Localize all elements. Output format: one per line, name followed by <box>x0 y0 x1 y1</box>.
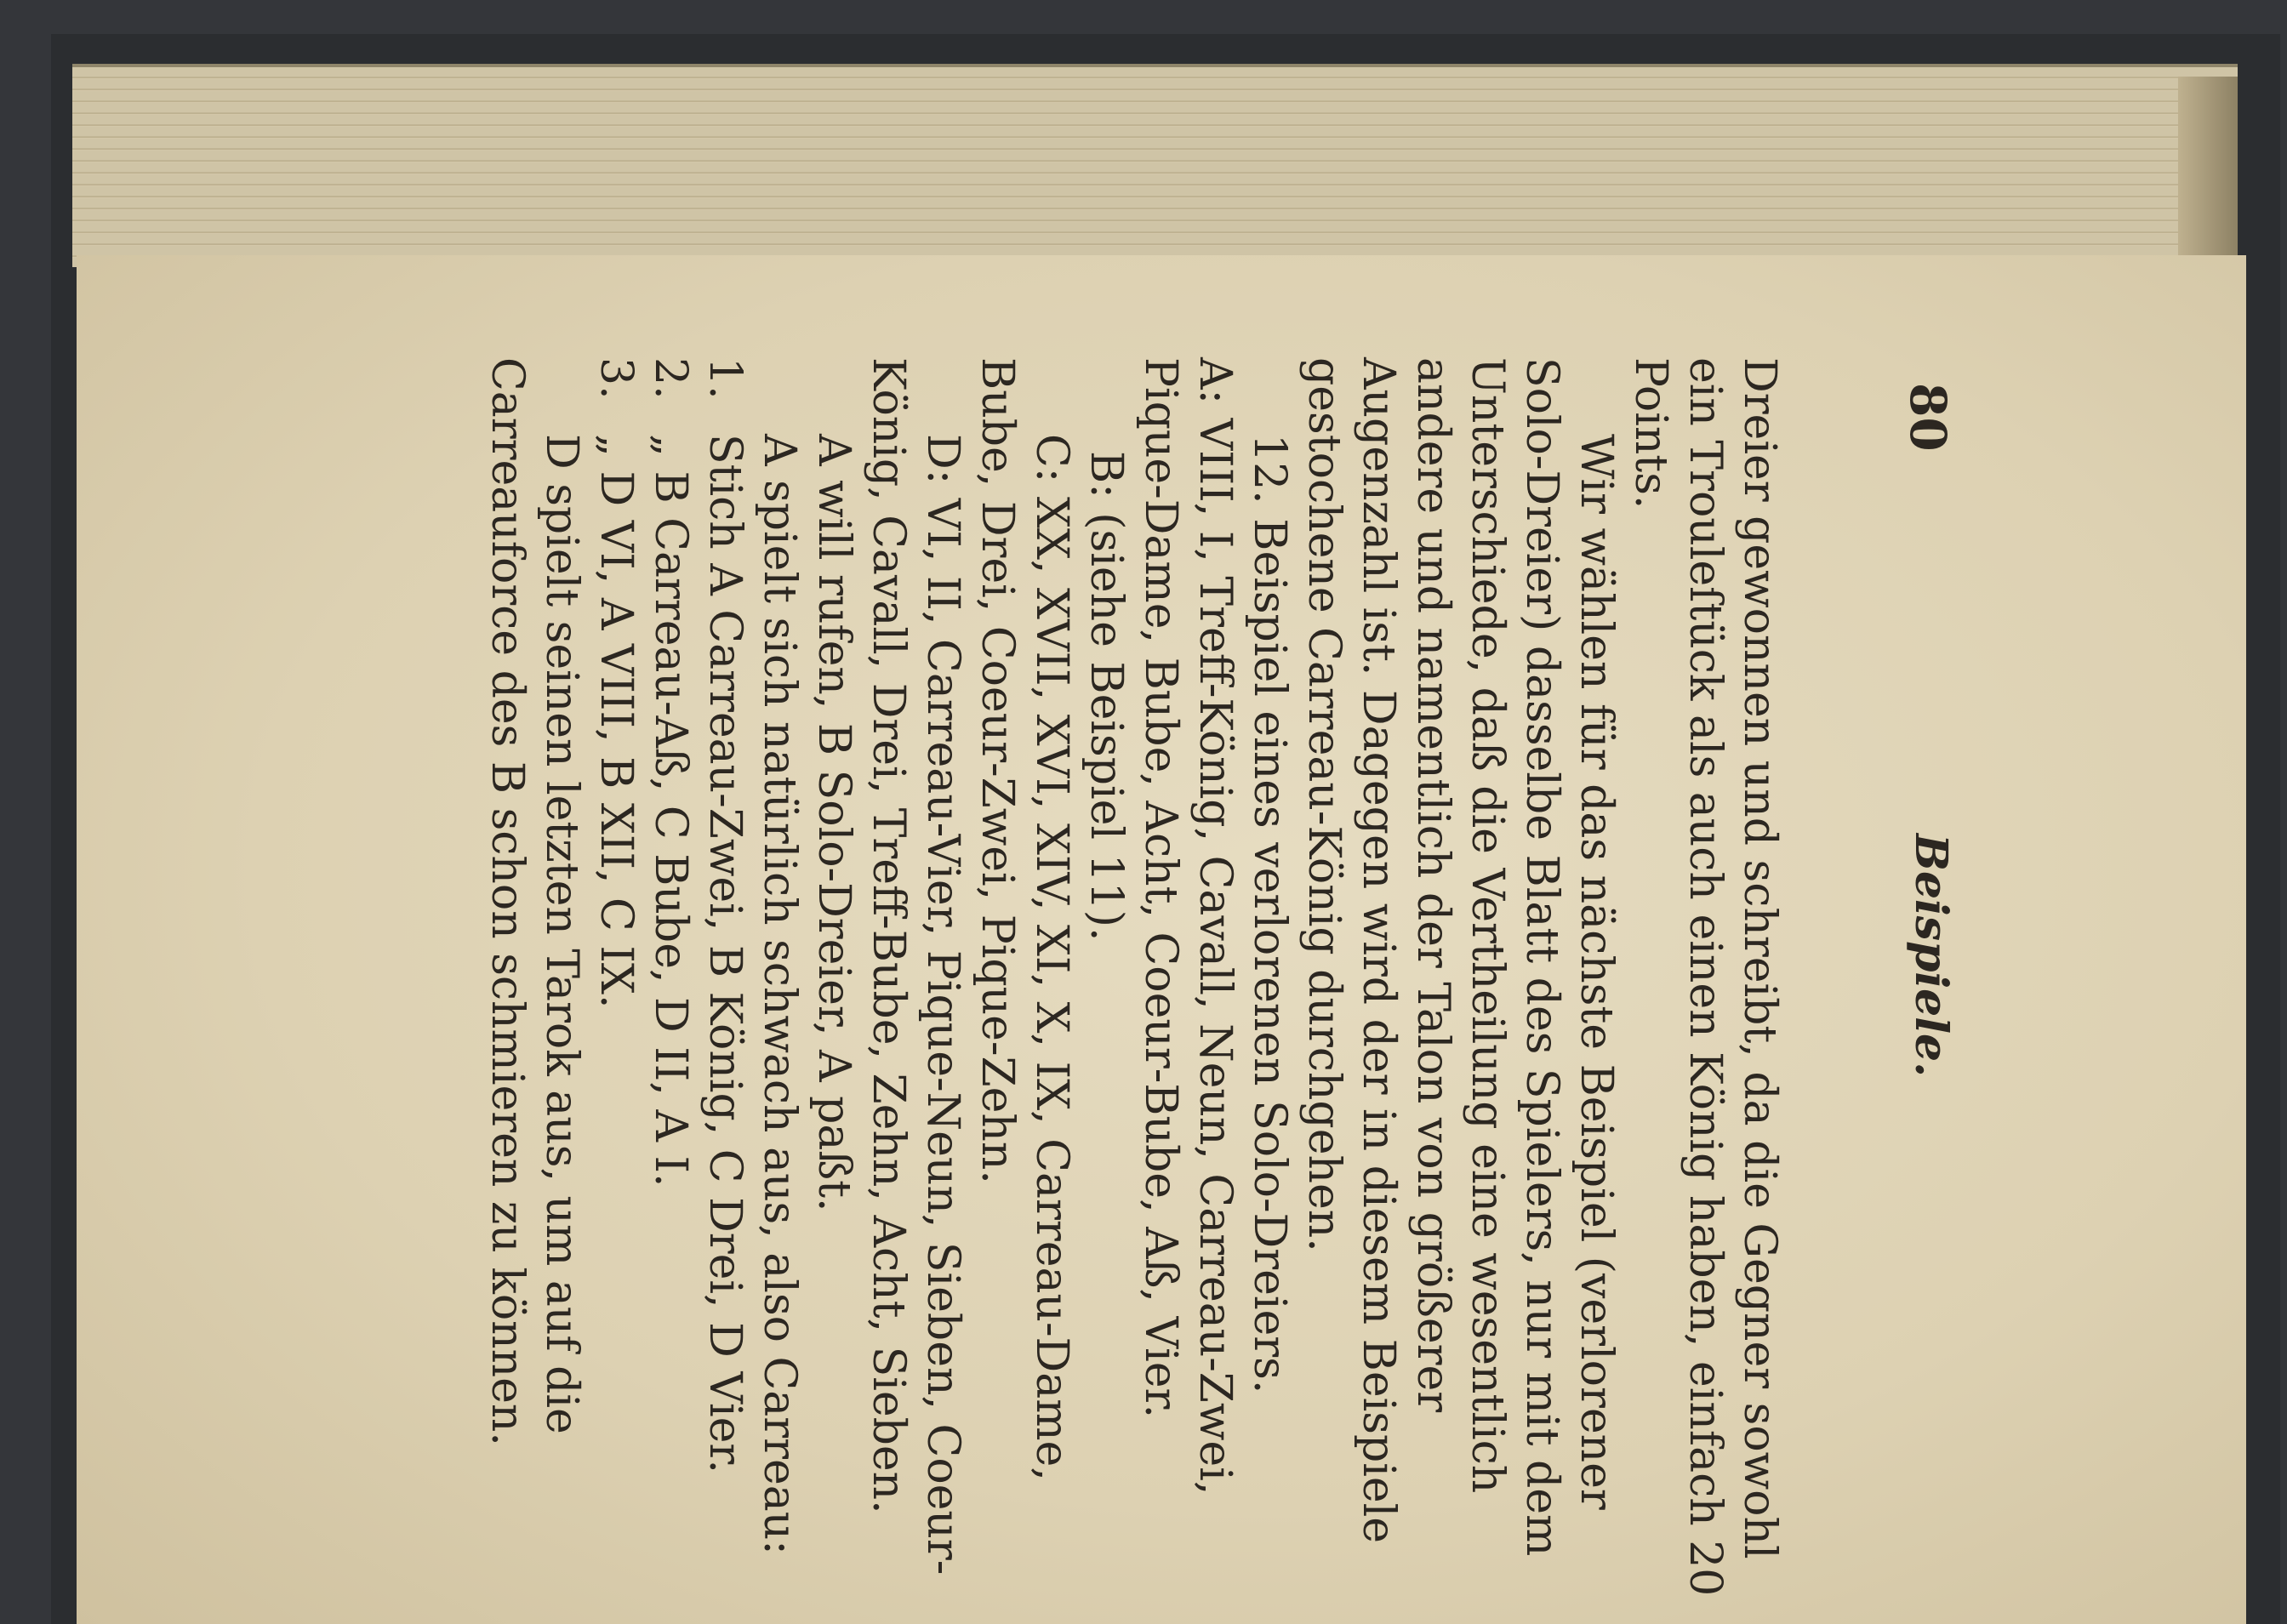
example-heading: 12. Beispiel eines verlorenen Solo-Dreiers. <box>1244 434 1295 1394</box>
move-text: „ B Carreau-Aß, C Bube, D II, A I. <box>645 434 696 1188</box>
hand-a: A: VIII, I, Treff-König, Cavall, Neun, Carreau-Zwei, Pique-Dame, Bube, Acht, Coeur-Bube, Aß, Vier. <box>1135 357 1240 1496</box>
lead-intro: A spielt sich natürlich schwach aus, also Carreau: <box>754 434 805 1555</box>
move-number: 1. <box>699 357 750 400</box>
page-stack-edge <box>72 64 2238 267</box>
move-number: 2. <box>645 357 696 400</box>
page-content <box>255 357 1957 1616</box>
move-text: Stich A Carreau-Zwei, B König, C Drei, D Vier. <box>699 434 750 1474</box>
list-item <box>589 357 643 1616</box>
page-header <box>1880 357 1957 1616</box>
hand-d: D: VI, II, Carreau-Vier, Pique-Neun, Sieben, Coeur-König, Cavall, Drei, Treff-Bube, Zehn, Acht, Sieben. <box>863 357 968 1576</box>
move-list <box>589 357 752 1616</box>
bidding-line: A will rufen, B Solo-Dreier, A paßt. <box>808 434 859 1212</box>
running-title: Beispiele. <box>1905 834 1957 1078</box>
page-number: 80 <box>1899 383 1957 452</box>
move-number: 3. <box>590 357 642 400</box>
hand-b: B: (siehe Beispiel 11). <box>1081 451 1132 942</box>
closing-paragraph: D spielt seinen letzten Tarok aus, um auf die Carreauforce des B schon schmieren zu können. <box>482 357 587 1446</box>
move-text: „ D VI, A VIII, B XII, C IX. <box>590 434 642 1009</box>
list-item <box>698 357 752 1616</box>
paragraph-2: Wir wählen für das nächste Beispiel (verlorener Solo-Dreier) dasselbe Blatt des Spielers, nur mit dem Unterschiede, daß die Vertheilung eine wesentlich andere und namentlich der Talon von größerer Augenzahl ist. Dagegen wird der in diesem Beispiele gestochene Carreau-König durchgehen. <box>1298 357 1622 1557</box>
paragraph-1: Dreier gewonnen und schreibt, da die Gegner sowohl ein Trouleſtück als auch einen König haben, einfach 20 Points. <box>1625 357 1785 1597</box>
list-item <box>643 357 698 1616</box>
body-text <box>480 357 1787 1616</box>
hand-c: C: XX, XVII, XVI, XIV, XI, X, IX, Carreau-Dame, Bube, Drei, Coeur-Zwei, Pique-Zehn. <box>972 357 1077 1481</box>
